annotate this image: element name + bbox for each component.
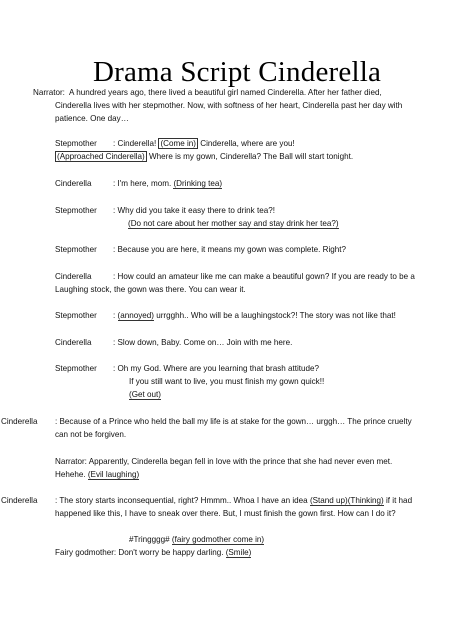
stage-direction: (Evil laughing) <box>87 470 140 479</box>
dialogue-line <box>55 415 412 429</box>
dialogue-line <box>113 243 346 257</box>
speaker-stepmother: Stepmother <box>55 206 97 215</box>
stage-direction-text: (Get out) <box>129 390 161 399</box>
dialogue-line <box>113 177 222 191</box>
dialogue-text: Cinderella! <box>117 139 157 148</box>
dialogue-line <box>55 494 412 508</box>
dialogue-text: Oh my God. Where are you learning that brash attitude? <box>117 364 320 373</box>
dialogue-line <box>55 546 251 560</box>
dialogue-text: if it had <box>385 496 413 505</box>
dialogue-text: Why did you take it easy there to drink tea?! <box>117 206 275 215</box>
dialogue-line: happened like this, I have to sneak over there. But, I must finish the gown first. How can I do it? <box>55 509 396 518</box>
colon: : <box>113 139 116 148</box>
dialogue-text: Where is my gown, Cinderella? The Ball will start tonight. <box>148 152 354 161</box>
dialogue-text: Slow down, Baby. Come on… Join with me here. <box>117 338 293 347</box>
dialogue-text: The story starts inconsequential, right? Hmmm.. Whoa I have an idea <box>59 496 308 505</box>
speaker-narrator: Narrator: <box>33 88 65 97</box>
speaker-stepmother: Stepmother <box>55 139 97 148</box>
speaker-stepmother: Stepmother <box>55 364 97 373</box>
speaker-cinderella: Cinderella <box>55 338 92 347</box>
colon: : <box>55 496 58 505</box>
stage-direction: (annoyed) <box>117 311 154 320</box>
dialogue-line <box>113 309 396 323</box>
dialogue-text: Because you are here, it means my gown was complete. Right? <box>117 245 347 254</box>
stage-direction: (Thinking) <box>347 496 384 505</box>
dialogue-text: Fairy godmother: Don't worry be happy darling. <box>55 548 224 557</box>
dialogue-text: Cinderella, where are you! <box>200 139 295 148</box>
narrator-intro-line-2: Cinderella lives with her stepmother. Now, with softness of her heart, Cinderella past her day with <box>55 101 403 110</box>
colon: : <box>113 206 116 215</box>
dialogue-line <box>113 204 275 218</box>
narrator-intro-line-1 <box>33 86 382 100</box>
dialogue-line: can not be forgiven. <box>55 430 127 439</box>
stage-direction <box>128 217 339 231</box>
dialogue-line: Laughing stock, the gown was there. You can wear it. <box>55 285 246 294</box>
narrator-line: Narrator: Apparently, Cinderella began fell in love with the prince that she had never even met. <box>55 457 393 466</box>
dialogue-line: If you still want to live, you must finish my gown quick!! <box>129 377 325 386</box>
speaker-cinderella: Cinderella <box>1 496 38 505</box>
speaker-stepmother: Stepmother <box>55 311 97 320</box>
stage-direction: (Approached Cinderella) <box>57 152 145 161</box>
speaker-cinderella: Cinderella <box>55 179 92 188</box>
speaker-cinderella: Cinderella <box>55 272 92 281</box>
dialogue-line <box>113 137 295 151</box>
dialogue-text: How could an amateur like me can make a beautiful gown? If you are ready to be a <box>117 272 415 281</box>
colon: : <box>113 272 116 281</box>
stage-direction: (Come in) <box>160 139 196 148</box>
dialogue-line <box>113 336 292 350</box>
sound-effect: #Tringggg# <box>129 535 170 544</box>
speaker-stepmother: Stepmother <box>55 245 97 254</box>
dialogue-text: Hehehe. <box>55 470 86 479</box>
narrator-intro-line-3: patience. One day… <box>55 114 129 123</box>
colon: : <box>113 338 116 347</box>
dialogue-line <box>113 362 319 376</box>
page-title: Drama Script Cinderella <box>92 56 382 88</box>
dialogue-text: I'm here, mom. <box>117 179 172 188</box>
colon: : <box>113 179 116 188</box>
stage-direction <box>129 388 161 402</box>
dialogue-text: urrgghh.. Who will be a laughingstock?! The story was not like that! <box>156 311 396 320</box>
dialogue-text: Because of a Prince who held the ball my life is at stake for the gown… urggh… The prince cruelty <box>59 417 412 426</box>
colon: : <box>113 364 116 373</box>
colon: : <box>113 245 116 254</box>
stage-direction-text: (Do not care about her mother say and stay drink her tea?) <box>128 219 339 228</box>
stage-direction: (fairy godmother come in) <box>171 535 265 544</box>
stage-direction: (Drinking tea) <box>173 179 223 188</box>
dialogue-line <box>55 150 353 164</box>
sound-effect-line <box>129 533 264 547</box>
speaker-cinderella: Cinderella <box>1 417 38 426</box>
colon: : <box>55 417 58 426</box>
dialogue-text: A hundred years ago, there lived a beautiful girl named Cinderella. After her father died, <box>69 88 382 97</box>
dialogue-line <box>113 270 415 284</box>
colon: : <box>113 311 116 320</box>
narrator-line <box>55 468 139 482</box>
stage-direction: (Stand up) <box>309 496 348 505</box>
stage-direction: (Smile) <box>225 548 252 557</box>
